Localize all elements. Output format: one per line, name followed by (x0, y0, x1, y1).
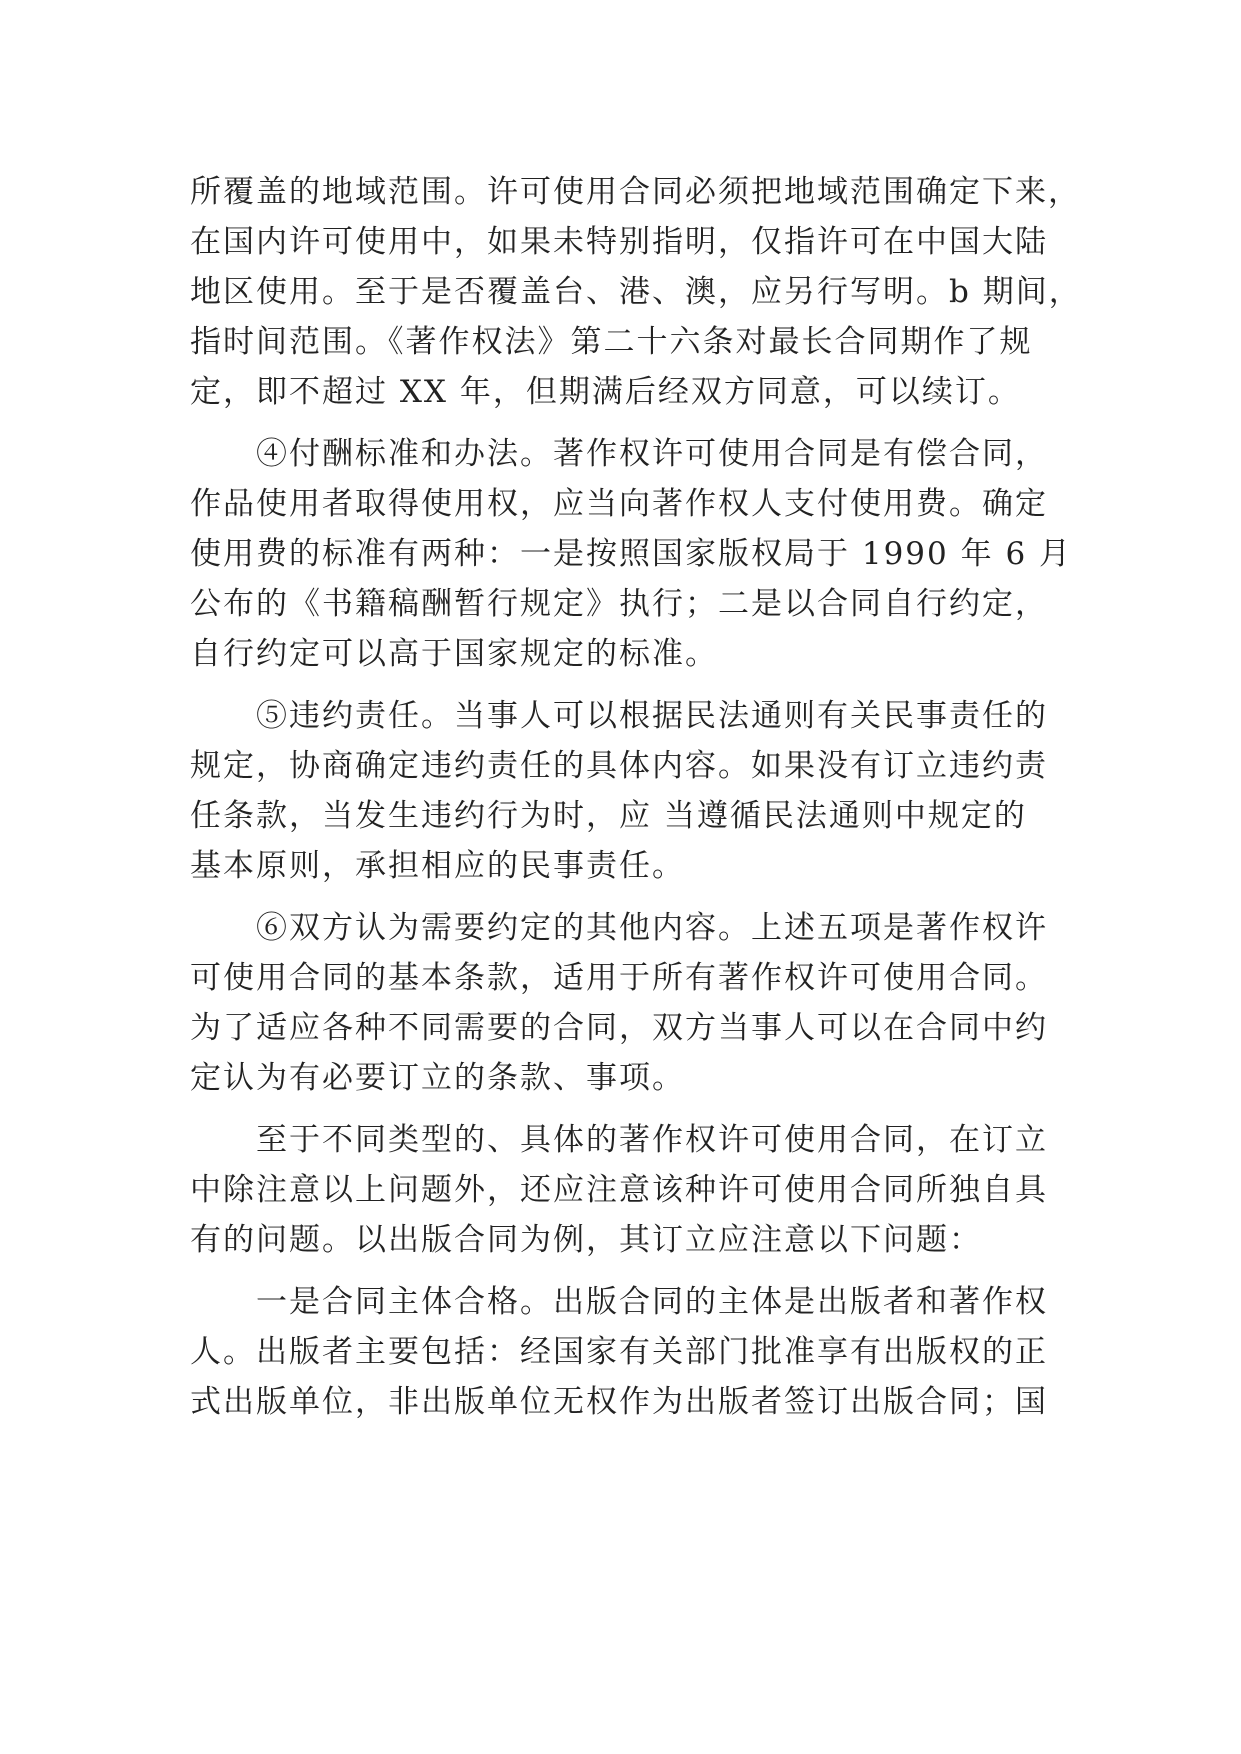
paragraph-other-terms (190, 903, 1090, 1103)
text-line: 中除注意以上问题外，还应注意该种许可使用合同所独自具 (190, 1172, 1048, 1208)
text-line: 为了适应各种不同需要的合同，双方当事人可以在合同中约 (190, 1010, 1048, 1046)
text-line: ⑤违约责任。当事人可以根据民法通则有关民事责任的 (256, 698, 1048, 734)
text-line: 作品使用者取得使用权，应当向著作权人支付使用费。确定 (190, 486, 1048, 522)
text-line: 定，即不超过 XX 年，但期满后经双方同意，可以续订。 (190, 374, 1021, 410)
text-line: 规定，协商确定违约责任的具体内容。如果没有订立违约责 (190, 748, 1048, 784)
paragraph-gap (190, 891, 1090, 903)
paragraph-gap (190, 679, 1090, 691)
text-line: 可使用合同的基本条款，适用于所有著作权许可使用合同。 (190, 960, 1048, 996)
text-line: 任条款，当发生违约行为时，应 当遵循民法通则中规定的 (190, 798, 1027, 834)
text-line: 自行约定可以高于国家规定的标准。 (190, 636, 718, 672)
paragraph-payment (190, 429, 1090, 679)
text-line: 至于不同类型的、具体的著作权许可使用合同，在订立 (256, 1122, 1048, 1158)
text-line: 公布的《书籍稿酬暂行规定》执行；二是以合同自行约定， (190, 586, 1048, 622)
paragraph-contract-types (190, 1115, 1090, 1265)
text-line: 使用费的标准有两种：一是按照国家版权局于 1990 年 6 月 (190, 536, 1073, 572)
text-line: 一是合同主体合格。出版合同的主体是出版者和著作权 (256, 1284, 1048, 1320)
text-line: ⑥双方认为需要约定的其他内容。上述五项是著作权许 (256, 910, 1048, 946)
paragraph-territory-term (190, 167, 1090, 417)
text-line: 指时间范围。《著作权法》第二十六条对最长合同期作了规 (190, 324, 1033, 360)
text-line: 有的问题。以出版合同为例，其订立应注意以下问题： (190, 1222, 982, 1258)
text-line: 基本原则，承担相应的民事责任。 (190, 848, 685, 884)
text-line: ④付酬标准和办法。著作权许可使用合同是有偿合同， (256, 436, 1048, 472)
text-line: 人。出版者主要包括：经国家有关部门批准享有出版权的正 (190, 1334, 1048, 1370)
paragraph-gap (190, 417, 1090, 429)
paragraph-liability (190, 691, 1090, 891)
document-body (190, 167, 1090, 1427)
paragraph-gap (190, 1103, 1090, 1115)
text-line: 定认为有必要订立的条款、事项。 (190, 1060, 685, 1096)
text-line: 所覆盖的地域范围。许可使用合同必须把地域范围确定下来， (190, 174, 1081, 210)
text-line: 地区使用。至于是否覆盖台、港、澳，应另行写明。b 期间， (190, 274, 1082, 310)
text-line: 在国内许可使用中，如果未特别指明，仅指许可在中国大陆 (190, 224, 1048, 260)
paragraph-gap (190, 1265, 1090, 1277)
text-line: 式出版单位，非出版单位无权作为出版者签订出版合同；国 (190, 1384, 1048, 1420)
paragraph-contract-parties (190, 1277, 1090, 1427)
